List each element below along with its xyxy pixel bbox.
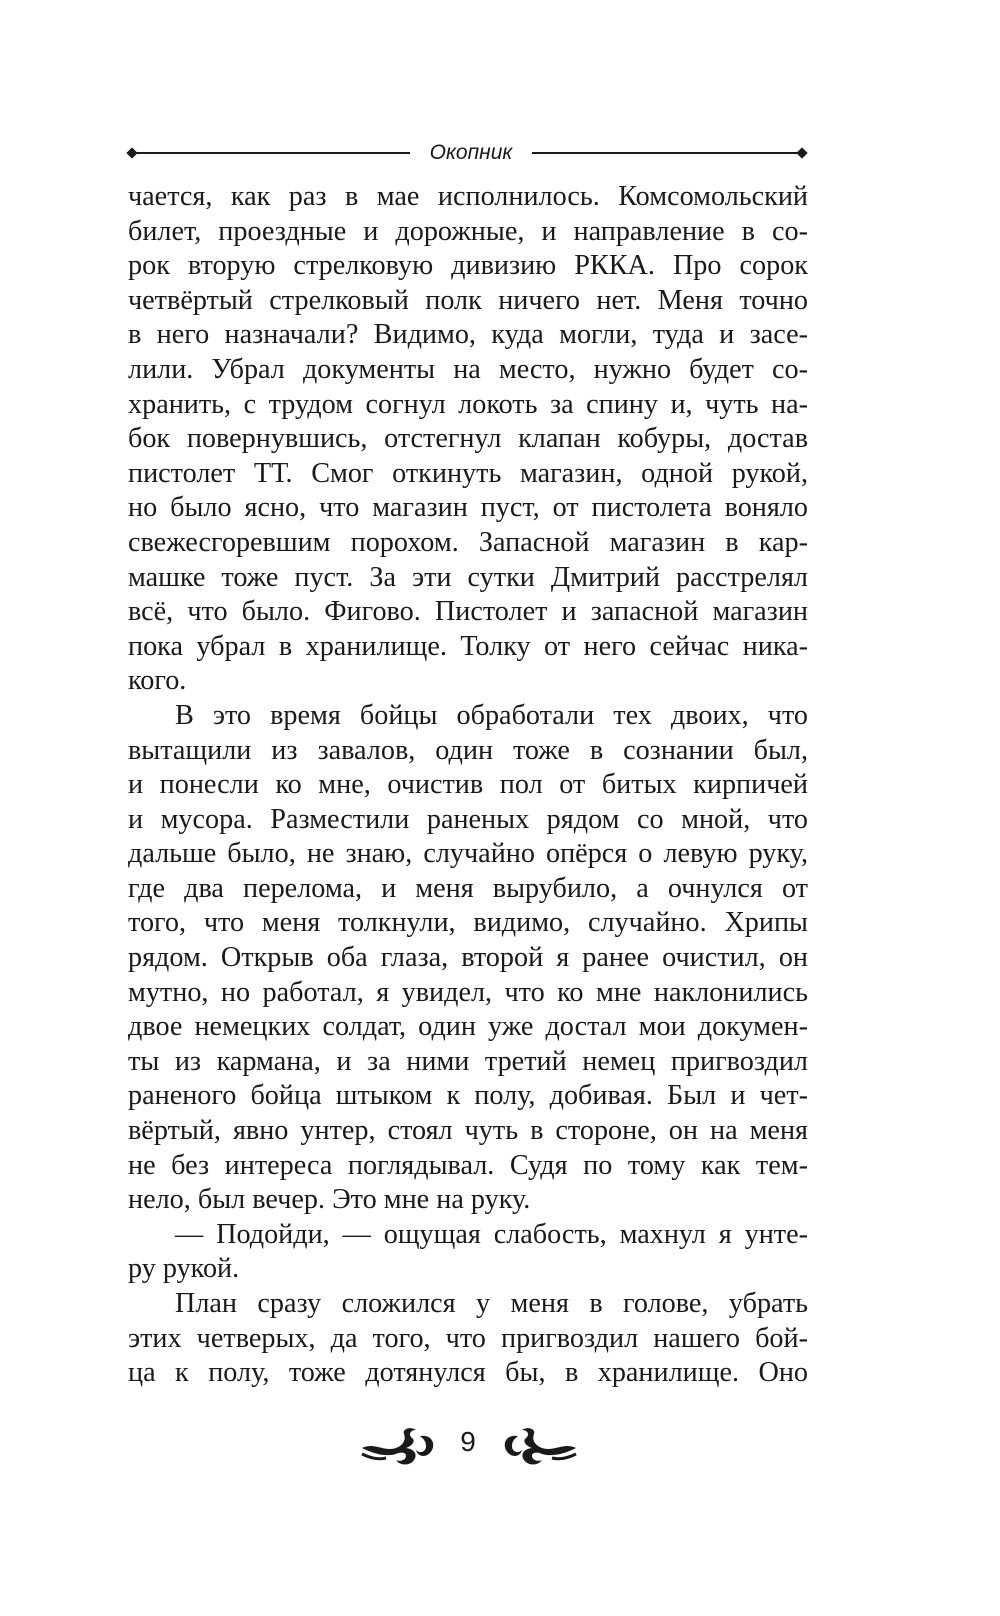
text-line: где два перелома, и меня вырубило, а очнулся от [128, 872, 808, 904]
text-line: дальше было, не знаю, случайно опёрся о левую руку, [128, 838, 808, 870]
text-line: этих четверых, да того, что пригвоздил нашего бой- [128, 1322, 808, 1354]
text-line: не без интереса поглядывал. Судя по тому как тем- [128, 1149, 808, 1181]
text-line: кого. [128, 665, 187, 697]
page-body-text [128, 180, 808, 1391]
text-line: ты из кармана, и за ними третий немец пригвоздил [128, 1045, 808, 1077]
text-line: рок вторую стрелковую дивизию РККА. Про сорок [128, 250, 808, 282]
text-line: билет, проездные и дорожные, и направление в со- [128, 215, 808, 247]
text-line: хранить, с трудом согнул локоть за спину и, чуть на- [128, 388, 808, 420]
text-line: План сразу сложился у меня в голове, убрать [175, 1288, 808, 1319]
text-line: бок повернувшись, отстегнул клапан кобуры, достав [128, 423, 808, 455]
text-line: пистолет ТТ. Смог откинуть магазин, одной рукой, [128, 457, 808, 489]
text-line: и мусора. Разместили раненых рядом со мной, что [128, 803, 808, 835]
text-line: вёртый, явно унтер, стоял чуть в стороне, он на меня [128, 1115, 808, 1147]
text-line: и понесли ко мне, очистив пол от битых кирпичей [128, 769, 808, 801]
text-line: ца к полу, тоже дотянулся бы, в хранилище. Оно [128, 1357, 808, 1389]
text-line: В это время бойцы обработали тех двоих, что [175, 699, 808, 731]
text-line: — Подойди, — ощущая слабость, махнул я унте- [175, 1218, 808, 1250]
text-line: нело, был вечер. Это мне на руку. [128, 1184, 531, 1216]
text-line: лили. Убрал документы на место, нужно будет со- [128, 353, 808, 385]
text-line: того, что меня толкнули, видимо, случайно. Хрипы [128, 907, 808, 939]
page-folio [0, 1416, 1000, 1478]
text-line: раненого бойца штыком к полу, добивая. Был и чет- [128, 1080, 808, 1112]
text-line: ру рукой. [128, 1253, 240, 1285]
text-line: машке тоже пуст. За эти сутки Дмитрий расстрелял [128, 561, 808, 593]
running-head-right-rule [532, 152, 802, 154]
running-head-left-rule [134, 152, 410, 154]
running-head-right-dot [796, 147, 807, 158]
text-line: четвёртый стрелковый полк ничего нет. Меня точно [128, 284, 808, 316]
text-line: всё, что было. Фигово. Пистолет и запасной магазин [128, 596, 808, 628]
right-scroll-ornament-icon [500, 1424, 578, 1468]
left-scroll-ornament-icon [360, 1424, 438, 1468]
text-line: но было ясно, что магазин пуст, от пистолета воняло [128, 492, 808, 524]
running-head-title: Окопник [429, 141, 513, 164]
running-head [128, 138, 808, 168]
text-line: свежесгоревшим порохом. Запасной магазин в кар- [128, 526, 808, 558]
text-line: пока убрал в хранилище. Толку от него сейчас ника- [128, 630, 808, 662]
text-line: двое немецких солдат, один уже достал мои докумен- [128, 1011, 808, 1043]
text-line: рядом. Открыв оба глаза, второй я ранее очистил, он [128, 942, 808, 974]
text-line: вытащили из завалов, один тоже в сознании был, [128, 734, 808, 766]
text-line: в него назначали? Видимо, куда могли, туда и засе- [128, 319, 808, 351]
text-line: чается, как раз в мае исполнилось. Комсомольский [128, 181, 808, 212]
text-line: мутно, но работал, я увидел, что ко мне наклонились [128, 976, 808, 1008]
page-number: 9 [460, 1426, 476, 1457]
